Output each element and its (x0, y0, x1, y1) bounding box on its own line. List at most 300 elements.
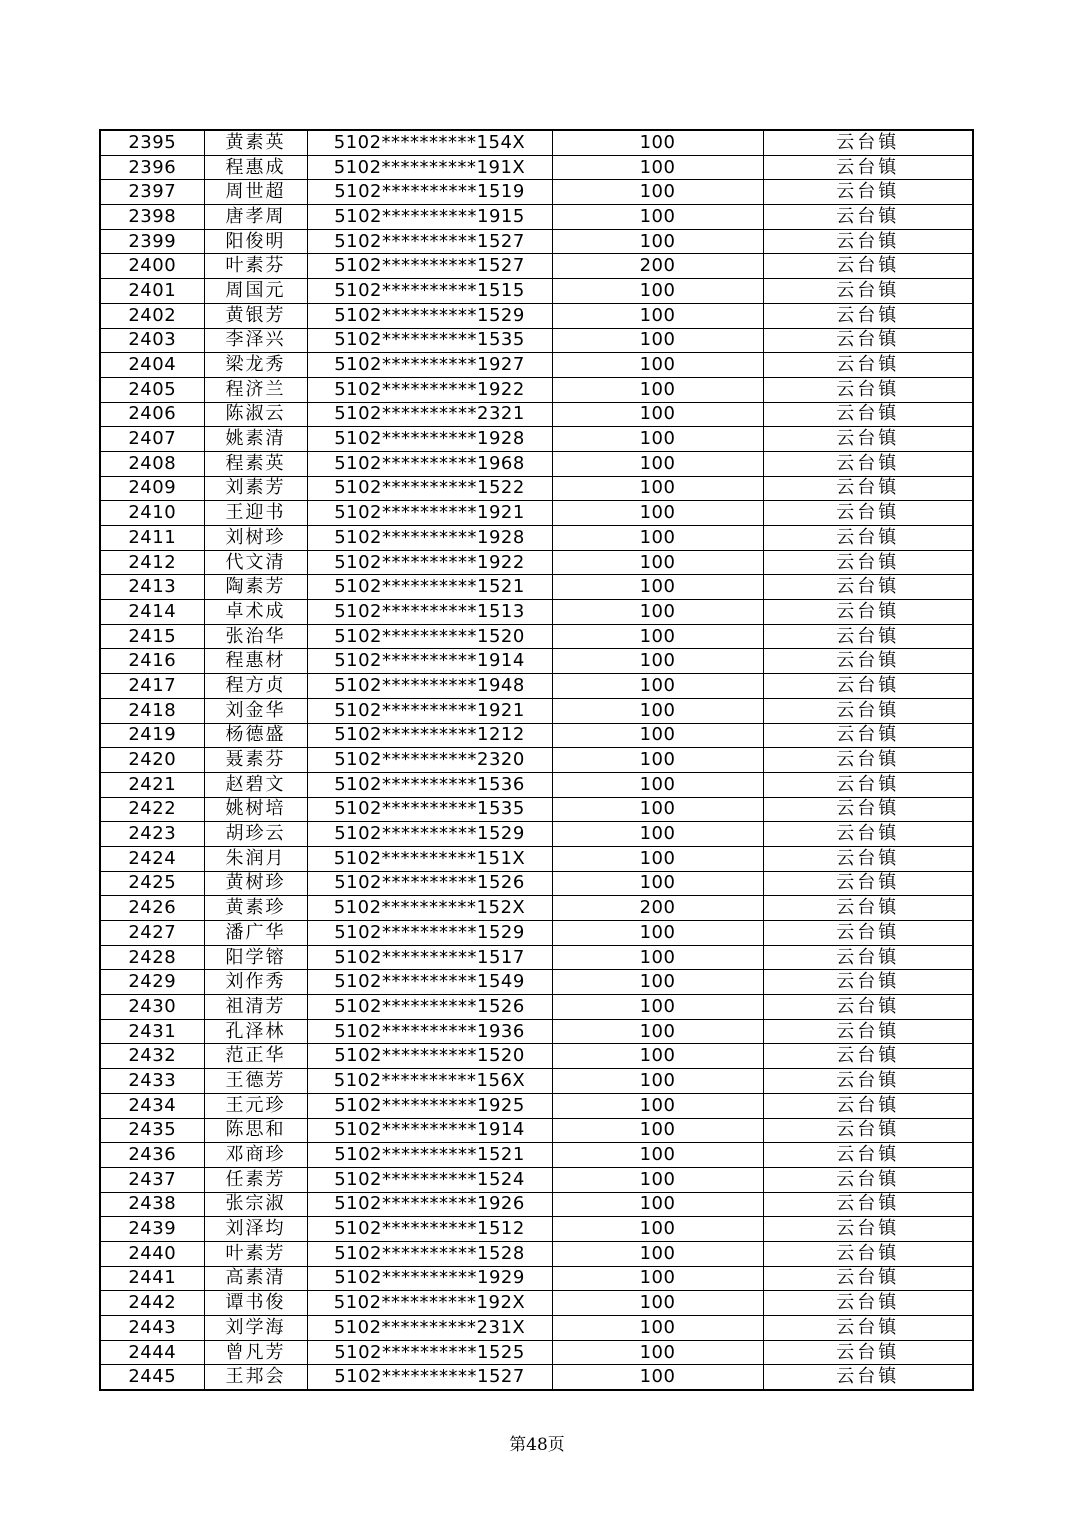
row-index-cell: 2422 (100, 797, 204, 822)
table-row (100, 229, 973, 254)
table-row (100, 822, 973, 847)
row-index-cell: 2441 (100, 1266, 204, 1291)
town-cell: 云台镇 (763, 674, 973, 699)
row-index-cell: 2415 (100, 624, 204, 649)
name-cell: 王迎书 (204, 501, 307, 526)
row-index-cell: 2411 (100, 526, 204, 551)
table-row (100, 698, 973, 723)
name-cell: 刘泽均 (204, 1217, 307, 1242)
id-number-cell: 5102**********1921 (307, 698, 552, 723)
town-cell: 云台镇 (763, 970, 973, 995)
id-number-cell: 5102**********1520 (307, 624, 552, 649)
town-cell: 云台镇 (763, 995, 973, 1020)
table-row (100, 945, 973, 970)
id-number-cell: 5102**********1914 (307, 649, 552, 674)
table-row (100, 575, 973, 600)
amount-cell: 100 (552, 1019, 763, 1044)
table-row (100, 871, 973, 896)
id-number-cell: 5102**********1925 (307, 1093, 552, 1118)
page-number: 第48页 (509, 1435, 565, 1455)
name-cell: 唐孝周 (204, 205, 307, 230)
name-cell: 程惠材 (204, 649, 307, 674)
town-cell: 云台镇 (763, 377, 973, 402)
town-cell: 云台镇 (763, 1069, 973, 1094)
name-cell: 胡珍云 (204, 822, 307, 847)
amount-cell: 100 (552, 279, 763, 304)
name-cell: 王邦会 (204, 1365, 307, 1390)
table-row (100, 649, 973, 674)
id-number-cell: 5102**********1528 (307, 1241, 552, 1266)
table-row (100, 1143, 973, 1168)
row-index-cell: 2440 (100, 1241, 204, 1266)
town-cell: 云台镇 (763, 303, 973, 328)
table-row (100, 1069, 973, 1094)
amount-cell: 200 (552, 896, 763, 921)
id-number-cell: 5102**********1928 (307, 526, 552, 551)
name-cell: 陈淑云 (204, 402, 307, 427)
name-cell: 黄银芳 (204, 303, 307, 328)
town-cell: 云台镇 (763, 180, 973, 205)
amount-cell: 100 (552, 526, 763, 551)
id-number-cell: 5102**********1927 (307, 353, 552, 378)
id-number-cell: 5102**********1921 (307, 501, 552, 526)
table-row (100, 476, 973, 501)
amount-cell: 100 (552, 180, 763, 205)
amount-cell: 100 (552, 1316, 763, 1341)
amount-cell: 100 (552, 1167, 763, 1192)
row-index-cell: 2429 (100, 970, 204, 995)
town-cell: 云台镇 (763, 1093, 973, 1118)
name-cell: 杨德盛 (204, 723, 307, 748)
row-index-cell: 2437 (100, 1167, 204, 1192)
id-number-cell: 5102**********1512 (307, 1217, 552, 1242)
name-cell: 王元珍 (204, 1093, 307, 1118)
row-index-cell: 2396 (100, 155, 204, 180)
name-cell: 刘树珍 (204, 526, 307, 551)
name-cell: 孔泽林 (204, 1019, 307, 1044)
name-cell: 黄素英 (204, 130, 307, 155)
id-number-cell: 5102**********1529 (307, 822, 552, 847)
name-cell: 程素英 (204, 451, 307, 476)
amount-cell: 100 (552, 1093, 763, 1118)
town-cell: 云台镇 (763, 772, 973, 797)
row-index-cell: 2400 (100, 254, 204, 279)
id-number-cell: 5102**********1529 (307, 921, 552, 946)
id-number-cell: 5102**********191X (307, 155, 552, 180)
id-number-cell: 5102**********192X (307, 1291, 552, 1316)
table-row (100, 1167, 973, 1192)
row-index-cell: 2405 (100, 377, 204, 402)
table-row (100, 353, 973, 378)
table-row (100, 600, 973, 625)
row-index-cell: 2438 (100, 1192, 204, 1217)
id-number-cell: 5102**********1915 (307, 205, 552, 230)
name-cell: 李泽兴 (204, 328, 307, 353)
name-cell: 周世超 (204, 180, 307, 205)
row-index-cell: 2413 (100, 575, 204, 600)
table-row (100, 970, 973, 995)
id-number-cell: 5102**********1517 (307, 945, 552, 970)
row-index-cell: 2414 (100, 600, 204, 625)
town-cell: 云台镇 (763, 723, 973, 748)
id-number-cell: 5102**********1926 (307, 1192, 552, 1217)
name-cell: 刘作秀 (204, 970, 307, 995)
town-cell: 云台镇 (763, 1241, 973, 1266)
id-number-cell: 5102**********1522 (307, 476, 552, 501)
id-number-cell: 5102**********1549 (307, 970, 552, 995)
table-row (100, 797, 973, 822)
row-index-cell: 2399 (100, 229, 204, 254)
table-row (100, 1118, 973, 1143)
row-index-cell: 2433 (100, 1069, 204, 1094)
table-row (100, 254, 973, 279)
amount-cell: 100 (552, 772, 763, 797)
table-row (100, 1093, 973, 1118)
town-cell: 云台镇 (763, 748, 973, 773)
amount-cell: 100 (552, 377, 763, 402)
town-cell: 云台镇 (763, 279, 973, 304)
town-cell: 云台镇 (763, 698, 973, 723)
id-number-cell: 5102**********1928 (307, 427, 552, 452)
row-index-cell: 2443 (100, 1316, 204, 1341)
name-cell: 姚树培 (204, 797, 307, 822)
row-index-cell: 2398 (100, 205, 204, 230)
town-cell: 云台镇 (763, 130, 973, 155)
name-cell: 曾凡芳 (204, 1340, 307, 1365)
town-cell: 云台镇 (763, 155, 973, 180)
table-row (100, 526, 973, 551)
amount-cell: 100 (552, 1217, 763, 1242)
name-cell: 代文清 (204, 550, 307, 575)
row-index-cell: 2442 (100, 1291, 204, 1316)
name-cell: 周国元 (204, 279, 307, 304)
amount-cell: 100 (552, 624, 763, 649)
town-cell: 云台镇 (763, 1266, 973, 1291)
amount-cell: 100 (552, 155, 763, 180)
name-cell: 程济兰 (204, 377, 307, 402)
town-cell: 云台镇 (763, 600, 973, 625)
amount-cell: 100 (552, 550, 763, 575)
table-row (100, 451, 973, 476)
town-cell: 云台镇 (763, 328, 973, 353)
amount-cell: 100 (552, 649, 763, 674)
town-cell: 云台镇 (763, 229, 973, 254)
amount-cell: 100 (552, 303, 763, 328)
row-index-cell: 2418 (100, 698, 204, 723)
town-cell: 云台镇 (763, 205, 973, 230)
row-index-cell: 2409 (100, 476, 204, 501)
row-index-cell: 2406 (100, 402, 204, 427)
town-cell: 云台镇 (763, 846, 973, 871)
table-row (100, 723, 973, 748)
row-index-cell: 2410 (100, 501, 204, 526)
name-cell: 黄树珍 (204, 871, 307, 896)
amount-cell: 100 (552, 1340, 763, 1365)
amount-cell: 100 (552, 698, 763, 723)
name-cell: 程惠成 (204, 155, 307, 180)
amount-cell: 100 (552, 1365, 763, 1390)
amount-cell: 100 (552, 575, 763, 600)
table-row (100, 772, 973, 797)
id-number-cell: 5102**********1521 (307, 1143, 552, 1168)
id-number-cell: 5102**********231X (307, 1316, 552, 1341)
row-index-cell: 2434 (100, 1093, 204, 1118)
table-row (100, 995, 973, 1020)
amount-cell: 100 (552, 402, 763, 427)
id-number-cell: 5102**********1515 (307, 279, 552, 304)
table-row (100, 1316, 973, 1341)
row-index-cell: 2407 (100, 427, 204, 452)
table-row (100, 205, 973, 230)
amount-cell: 100 (552, 1241, 763, 1266)
name-cell: 陈思和 (204, 1118, 307, 1143)
id-number-cell: 5102**********1535 (307, 328, 552, 353)
amount-cell: 100 (552, 353, 763, 378)
row-index-cell: 2439 (100, 1217, 204, 1242)
amount-cell: 100 (552, 501, 763, 526)
amount-cell: 100 (552, 748, 763, 773)
name-cell: 梁龙秀 (204, 353, 307, 378)
town-cell: 云台镇 (763, 1044, 973, 1069)
amount-cell: 100 (552, 205, 763, 230)
amount-cell: 100 (552, 328, 763, 353)
name-cell: 祖清芳 (204, 995, 307, 1020)
name-cell: 叶素芬 (204, 254, 307, 279)
row-index-cell: 2416 (100, 649, 204, 674)
town-cell: 云台镇 (763, 945, 973, 970)
row-index-cell: 2435 (100, 1118, 204, 1143)
row-index-cell: 2427 (100, 921, 204, 946)
id-number-cell: 5102**********1527 (307, 254, 552, 279)
name-cell: 姚素清 (204, 427, 307, 452)
row-index-cell: 2428 (100, 945, 204, 970)
amount-cell: 200 (552, 254, 763, 279)
table-row (100, 180, 973, 205)
name-cell: 程方贞 (204, 674, 307, 699)
table-row (100, 748, 973, 773)
row-index-cell: 2432 (100, 1044, 204, 1069)
table-row (100, 130, 973, 155)
name-cell: 阳俊明 (204, 229, 307, 254)
name-cell: 张治华 (204, 624, 307, 649)
town-cell: 云台镇 (763, 624, 973, 649)
row-index-cell: 2408 (100, 451, 204, 476)
id-number-cell: 5102**********1212 (307, 723, 552, 748)
table-row (100, 1365, 973, 1390)
id-number-cell: 5102**********1520 (307, 1044, 552, 1069)
town-cell: 云台镇 (763, 921, 973, 946)
row-index-cell: 2417 (100, 674, 204, 699)
id-number-cell: 5102**********1521 (307, 575, 552, 600)
name-cell: 潘广华 (204, 921, 307, 946)
table-row (100, 1192, 973, 1217)
town-cell: 云台镇 (763, 1217, 973, 1242)
table-row (100, 1340, 973, 1365)
town-cell: 云台镇 (763, 501, 973, 526)
name-cell: 朱润月 (204, 846, 307, 871)
id-number-cell: 5102**********1922 (307, 377, 552, 402)
amount-cell: 100 (552, 1266, 763, 1291)
amount-cell: 100 (552, 130, 763, 155)
amount-cell: 100 (552, 995, 763, 1020)
name-cell: 卓术成 (204, 600, 307, 625)
amount-cell: 100 (552, 871, 763, 896)
id-number-cell: 5102**********1527 (307, 229, 552, 254)
table-row (100, 279, 973, 304)
roster-table (99, 129, 974, 1391)
table-row (100, 402, 973, 427)
id-number-cell: 5102**********1536 (307, 772, 552, 797)
row-index-cell: 2425 (100, 871, 204, 896)
amount-cell: 100 (552, 600, 763, 625)
town-cell: 云台镇 (763, 822, 973, 847)
name-cell: 王德芳 (204, 1069, 307, 1094)
id-number-cell: 5102**********1524 (307, 1167, 552, 1192)
amount-cell: 100 (552, 1192, 763, 1217)
name-cell: 叶素芳 (204, 1241, 307, 1266)
town-cell: 云台镇 (763, 575, 973, 600)
id-number-cell: 5102**********1529 (307, 303, 552, 328)
table-row (100, 674, 973, 699)
amount-cell: 100 (552, 1069, 763, 1094)
town-cell: 云台镇 (763, 1118, 973, 1143)
row-index-cell: 2436 (100, 1143, 204, 1168)
amount-cell: 100 (552, 970, 763, 995)
town-cell: 云台镇 (763, 402, 973, 427)
name-cell: 黄素珍 (204, 896, 307, 921)
amount-cell: 100 (552, 723, 763, 748)
town-cell: 云台镇 (763, 1291, 973, 1316)
table-row (100, 896, 973, 921)
id-number-cell: 5102**********152X (307, 896, 552, 921)
row-index-cell: 2412 (100, 550, 204, 575)
id-number-cell: 5102**********1535 (307, 797, 552, 822)
row-index-cell: 2423 (100, 822, 204, 847)
amount-cell: 100 (552, 797, 763, 822)
amount-cell: 100 (552, 1044, 763, 1069)
name-cell: 聂素芬 (204, 748, 307, 773)
amount-cell: 100 (552, 427, 763, 452)
id-number-cell: 5102**********1948 (307, 674, 552, 699)
town-cell: 云台镇 (763, 871, 973, 896)
row-index-cell: 2395 (100, 130, 204, 155)
table-row (100, 501, 973, 526)
row-index-cell: 2445 (100, 1365, 204, 1390)
table-row (100, 155, 973, 180)
row-index-cell: 2404 (100, 353, 204, 378)
amount-cell: 100 (552, 229, 763, 254)
table-row (100, 1217, 973, 1242)
row-index-cell: 2426 (100, 896, 204, 921)
table-row (100, 1266, 973, 1291)
roster-table-body (100, 130, 973, 1390)
town-cell: 云台镇 (763, 1340, 973, 1365)
town-cell: 云台镇 (763, 451, 973, 476)
town-cell: 云台镇 (763, 526, 973, 551)
name-cell: 赵碧文 (204, 772, 307, 797)
row-index-cell: 2402 (100, 303, 204, 328)
amount-cell: 100 (552, 846, 763, 871)
id-number-cell: 5102**********1519 (307, 180, 552, 205)
row-index-cell: 2444 (100, 1340, 204, 1365)
town-cell: 云台镇 (763, 797, 973, 822)
id-number-cell: 5102**********1526 (307, 871, 552, 896)
table-row (100, 1019, 973, 1044)
table-row (100, 1291, 973, 1316)
name-cell: 阳学镕 (204, 945, 307, 970)
amount-cell: 100 (552, 921, 763, 946)
town-cell: 云台镇 (763, 1192, 973, 1217)
town-cell: 云台镇 (763, 254, 973, 279)
table-row (100, 846, 973, 871)
row-index-cell: 2403 (100, 328, 204, 353)
amount-cell: 100 (552, 476, 763, 501)
id-number-cell: 5102**********1526 (307, 995, 552, 1020)
row-index-cell: 2430 (100, 995, 204, 1020)
town-cell: 云台镇 (763, 1019, 973, 1044)
row-index-cell: 2419 (100, 723, 204, 748)
table-row (100, 1241, 973, 1266)
town-cell: 云台镇 (763, 427, 973, 452)
id-number-cell: 5102**********1929 (307, 1266, 552, 1291)
id-number-cell: 5102**********156X (307, 1069, 552, 1094)
name-cell: 刘素芳 (204, 476, 307, 501)
row-index-cell: 2421 (100, 772, 204, 797)
row-index-cell: 2424 (100, 846, 204, 871)
table-row (100, 303, 973, 328)
town-cell: 云台镇 (763, 649, 973, 674)
name-cell: 刘金华 (204, 698, 307, 723)
table-row (100, 624, 973, 649)
town-cell: 云台镇 (763, 353, 973, 378)
id-number-cell: 5102**********2321 (307, 402, 552, 427)
name-cell: 陶素芳 (204, 575, 307, 600)
table-row (100, 921, 973, 946)
table-row (100, 550, 973, 575)
town-cell: 云台镇 (763, 1316, 973, 1341)
id-number-cell: 5102**********1525 (307, 1340, 552, 1365)
id-number-cell: 5102**********1936 (307, 1019, 552, 1044)
table-row (100, 328, 973, 353)
name-cell: 邓商珍 (204, 1143, 307, 1168)
town-cell: 云台镇 (763, 896, 973, 921)
amount-cell: 100 (552, 1143, 763, 1168)
name-cell: 谭书俊 (204, 1291, 307, 1316)
town-cell: 云台镇 (763, 1167, 973, 1192)
table-row (100, 427, 973, 452)
town-cell: 云台镇 (763, 476, 973, 501)
row-index-cell: 2397 (100, 180, 204, 205)
name-cell: 刘学海 (204, 1316, 307, 1341)
row-index-cell: 2420 (100, 748, 204, 773)
row-index-cell: 2401 (100, 279, 204, 304)
town-cell: 云台镇 (763, 1365, 973, 1390)
amount-cell: 100 (552, 451, 763, 476)
id-number-cell: 5102**********1914 (307, 1118, 552, 1143)
name-cell: 张宗淑 (204, 1192, 307, 1217)
id-number-cell: 5102**********151X (307, 846, 552, 871)
amount-cell: 100 (552, 945, 763, 970)
id-number-cell: 5102**********1527 (307, 1365, 552, 1390)
name-cell: 范正华 (204, 1044, 307, 1069)
id-number-cell: 5102**********1513 (307, 600, 552, 625)
row-index-cell: 2431 (100, 1019, 204, 1044)
amount-cell: 100 (552, 674, 763, 699)
amount-cell: 100 (552, 1291, 763, 1316)
name-cell: 高素清 (204, 1266, 307, 1291)
town-cell: 云台镇 (763, 1143, 973, 1168)
amount-cell: 100 (552, 822, 763, 847)
